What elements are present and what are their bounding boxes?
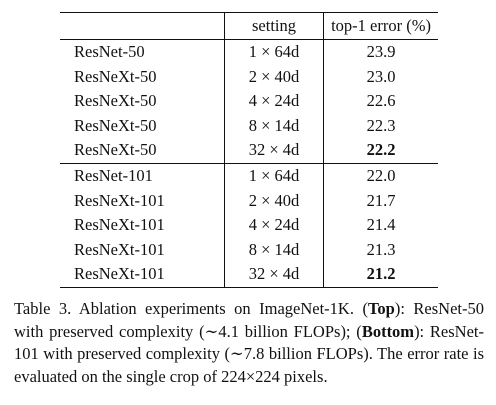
table-row [60, 189, 438, 214]
cell-setting: 32 × 4d [225, 138, 324, 163]
cell-model: ResNet-50 [60, 40, 225, 65]
table-row [60, 238, 438, 263]
table-caption [14, 298, 484, 388]
cell-error: 21.2 [324, 262, 439, 287]
cell-error: 22.3 [366, 115, 396, 135]
cell-model: ResNeXt-50 [74, 140, 157, 160]
cell-error: 21.7 [366, 190, 396, 210]
caption-bottom-label: Bottom [361, 321, 415, 341]
cell-setting: 4 × 24d [225, 213, 324, 238]
cell-setting: 1 × 64d [225, 40, 324, 65]
caption-prefix: Table 3. Ablation experiments on ImageNet-1K. ( [14, 299, 368, 318]
table-row [60, 163, 438, 188]
table-row [60, 114, 438, 139]
table-row [60, 138, 438, 163]
cell-setting: 2 × 40d [225, 65, 324, 90]
cell-model: ResNeXt-101 [60, 262, 225, 287]
table-row [60, 213, 438, 238]
table-row [60, 40, 438, 65]
cell-error: 21.4 [366, 215, 396, 235]
cell-model: ResNeXt-101 [74, 190, 165, 210]
cell-model: ResNeXt-101 [74, 239, 165, 259]
cell-error: 23.9 [324, 40, 439, 65]
cell-model: ResNet-101 [60, 163, 225, 188]
table-header-row [60, 13, 438, 40]
caption-mid1: ): ResNet-50 with preserved complexity (∼4.1 billion FLOPs); ( [14, 299, 484, 341]
cell-error: 23.0 [366, 66, 396, 86]
cell-setting: 8 × 14d [225, 114, 324, 139]
cell-model: ResNeXt-50 [74, 66, 157, 86]
cell-model: ResNeXt-101 [74, 215, 165, 235]
cell-setting: 32 × 4d [225, 262, 324, 287]
header-model [60, 13, 225, 40]
cell-error: 22.2 [366, 140, 396, 160]
results-table-container [60, 12, 438, 288]
table-body [60, 40, 438, 288]
table-row [60, 89, 438, 114]
cell-model: ResNeXt-50 [74, 115, 157, 135]
header-error: top-1 error (%) [324, 13, 439, 40]
cell-error: 21.3 [366, 239, 396, 259]
cell-setting: 1 × 64d [225, 163, 324, 188]
cell-error: 22.6 [366, 91, 396, 111]
header-setting: setting [225, 13, 324, 40]
cell-model: ResNeXt-50 [74, 91, 157, 111]
cell-setting: 8 × 14d [225, 238, 324, 263]
cell-error: 22.0 [324, 163, 439, 188]
table-row [60, 262, 438, 287]
caption-top-label: Top [367, 299, 395, 318]
table-row [60, 65, 438, 90]
caption-mid2: ): ResNet-101 with preserved complexity (∼7.8 billion FLOPs). The error rate is evaluated on the single crop of 224×224 pixels. [14, 321, 484, 386]
ablation-table [60, 12, 438, 288]
cell-setting: 2 × 40d [225, 189, 324, 214]
cell-setting: 4 × 24d [225, 89, 324, 114]
